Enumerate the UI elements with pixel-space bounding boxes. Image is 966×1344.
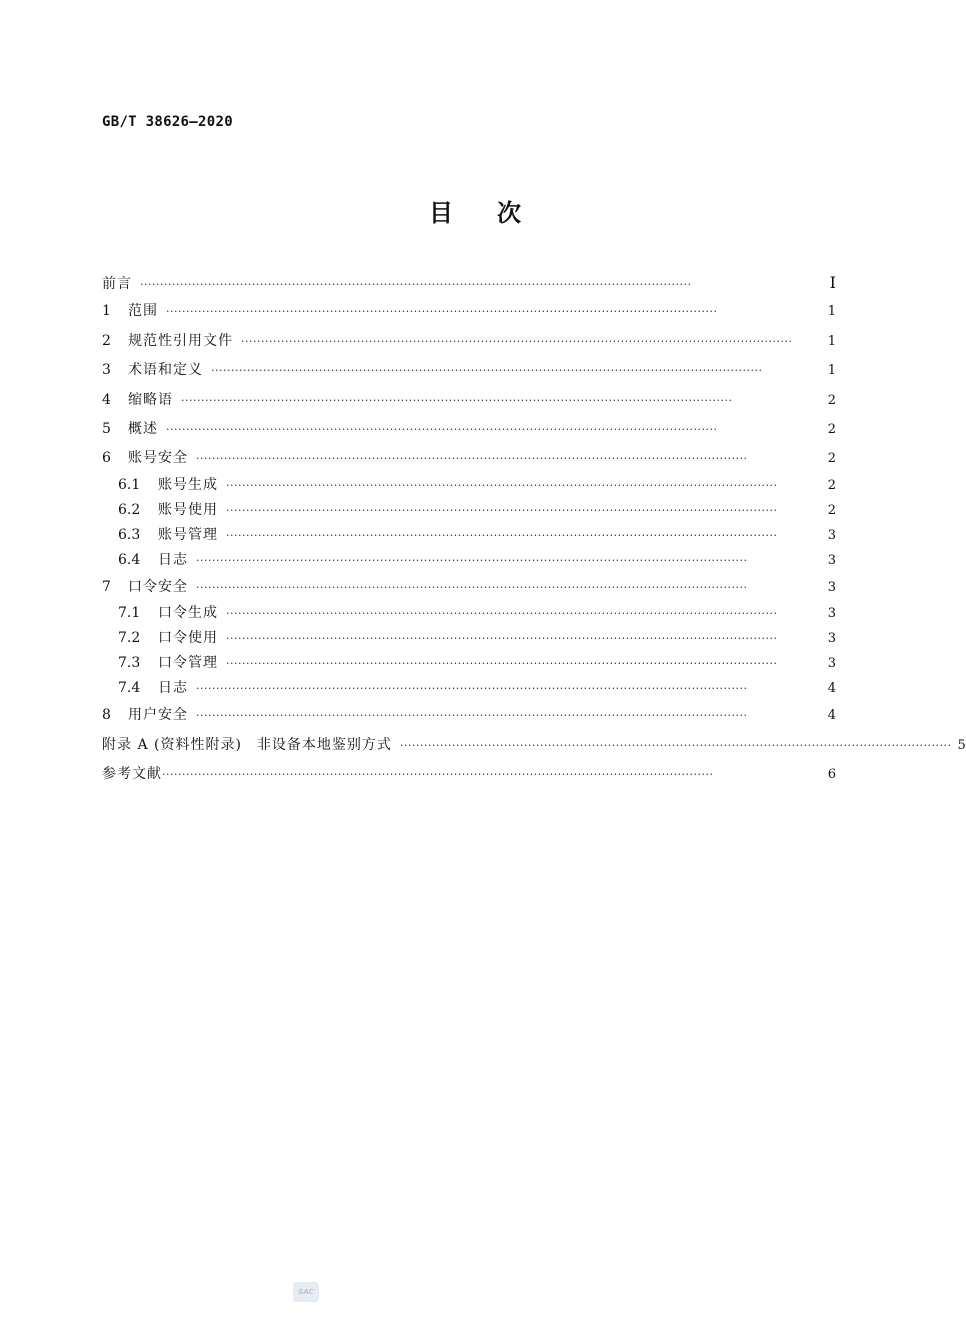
toc-entry-page: 2 — [827, 477, 836, 493]
toc-entry-page: I — [829, 273, 836, 292]
toc-entry[interactable] — [102, 573, 836, 602]
dot-leader: ·········································································································································· — [166, 305, 718, 319]
toc-entry[interactable] — [102, 386, 836, 415]
toc-entry-page: 3 — [827, 527, 836, 543]
dot-leader: ·········································································································································· — [226, 607, 778, 621]
toc-entry-number: 7.4 — [118, 680, 141, 697]
toc-entry-number: 1 — [102, 303, 111, 320]
sac-watermark-logo — [293, 1282, 319, 1302]
toc-entry-page: 5 — [957, 737, 966, 753]
toc-subentry[interactable] — [102, 676, 836, 701]
toc-entry-number: 6.3 — [118, 526, 141, 543]
toc-entry-label: 日志 — [158, 680, 188, 697]
toc-entry-number: 7.3 — [118, 655, 141, 672]
toc-entry-page: 3 — [827, 656, 836, 672]
toc-subentry[interactable] — [102, 498, 836, 523]
toc-entry-label: 账号管理 — [158, 526, 218, 543]
toc-entry-label: 规范性引用文件 — [128, 332, 233, 349]
toc-subentry[interactable] — [102, 601, 836, 626]
toc-entry[interactable] — [102, 415, 836, 444]
toc-entry-label: 口令管理 — [158, 655, 218, 672]
toc-entry[interactable] — [102, 356, 836, 385]
toc-entry-appendix-a[interactable] — [102, 731, 966, 760]
toc-entry-label: 口令安全 — [128, 578, 188, 595]
dot-leader: ·········································································································································· — [196, 580, 748, 594]
toc-entry-page: 3 — [827, 606, 836, 622]
watermark-text: SAC — [298, 1288, 314, 1296]
toc-entry-label: 用户安全 — [128, 707, 188, 724]
toc-entry-label: 范围 — [128, 303, 158, 320]
toc-entry-references[interactable] — [102, 760, 836, 789]
dot-leader: ·········································································································································· — [196, 682, 748, 696]
dot-leader: ·········································································································································· — [196, 709, 748, 723]
dot-leader: ·········································································································································· — [181, 393, 733, 407]
dot-leader: ·········································································································································· — [196, 553, 748, 567]
toc-entry-label: 前言 — [102, 276, 132, 292]
dot-leader: ·········································································································································· — [226, 503, 778, 517]
toc-subentry[interactable] — [102, 523, 836, 548]
dot-leader: ·········································································································································· — [226, 657, 778, 671]
toc-entry-label: 附录 A (资料性附录) 非设备本地鉴别方式 — [102, 736, 392, 753]
toc-subentry[interactable] — [102, 651, 836, 676]
toc-entry-number: 6.2 — [118, 501, 141, 518]
toc-entry[interactable] — [102, 297, 836, 326]
toc-entry[interactable] — [102, 701, 836, 730]
toc-subentry[interactable] — [102, 548, 836, 573]
toc-entry-number: 6 — [102, 450, 111, 467]
toc-entry-number: 4 — [102, 391, 111, 408]
toc-entry-page: 2 — [827, 502, 836, 518]
table-of-contents — [102, 268, 966, 789]
toc-entry-page: 4 — [827, 708, 836, 724]
toc-entry-page: 3 — [827, 579, 836, 595]
dot-leader: ·········································································································································· — [166, 422, 718, 436]
dot-leader: ·········································································································································· — [226, 528, 778, 542]
toc-entry-page: 6 — [827, 766, 836, 782]
toc-entry-number: 7 — [102, 578, 111, 595]
toc-entry-page: 2 — [827, 392, 836, 408]
dot-leader: ·········································································································································· — [211, 364, 763, 378]
standard-code: GB/T 38626—2020 — [102, 114, 233, 130]
dot-leader: ·········································································································································· — [162, 767, 714, 781]
toc-entry-label: 账号生成 — [158, 476, 218, 493]
dot-leader: ·········································································································································· — [140, 278, 692, 291]
toc-subentry[interactable] — [102, 626, 836, 651]
toc-entry-label: 账号使用 — [158, 501, 218, 518]
toc-entry-number: 8 — [102, 707, 111, 724]
toc-entry-page: 1 — [827, 304, 836, 320]
dot-leader: ·········································································································································· — [226, 478, 778, 492]
dot-leader: ·········································································································································· — [399, 738, 952, 752]
toc-entry-number: 6.4 — [118, 551, 141, 568]
toc-entry-number: 6.1 — [118, 476, 141, 493]
toc-title: 目次 — [429, 199, 565, 227]
toc-entry-page: 3 — [827, 552, 836, 568]
toc-entry-page: 3 — [827, 631, 836, 647]
dot-leader: ·········································································································································· — [196, 452, 748, 466]
toc-entry-number: 3 — [102, 362, 111, 379]
toc-entry-label: 概述 — [128, 420, 158, 437]
toc-entry-foreword[interactable] — [102, 268, 836, 297]
toc-entry-label: 日志 — [158, 551, 188, 568]
toc-entry-label: 参考文献 — [102, 765, 162, 782]
toc-entry-number: 2 — [102, 332, 111, 349]
toc-entry-label: 口令生成 — [158, 605, 218, 622]
dot-leader: ·········································································································································· — [226, 632, 778, 646]
toc-entry-number: 7.1 — [118, 605, 141, 622]
toc-entry-label: 术语和定义 — [128, 362, 203, 379]
toc-entry-page: 1 — [827, 333, 836, 349]
toc-entry-page: 2 — [827, 451, 836, 467]
toc-entry-label: 缩略语 — [128, 391, 173, 408]
toc-entry[interactable] — [102, 327, 836, 356]
toc-entry-page: 1 — [827, 363, 836, 379]
toc-entry-label: 账号安全 — [128, 450, 188, 467]
toc-entry-label: 口令使用 — [158, 630, 218, 647]
toc-entry[interactable] — [102, 444, 836, 473]
toc-entry-page: 4 — [827, 681, 836, 697]
toc-entry-page: 2 — [827, 421, 836, 437]
toc-entry-number: 5 — [102, 420, 111, 437]
dot-leader: ·········································································································································· — [241, 334, 793, 348]
toc-subentry[interactable] — [102, 473, 836, 498]
toc-entry-number: 7.2 — [118, 630, 141, 647]
